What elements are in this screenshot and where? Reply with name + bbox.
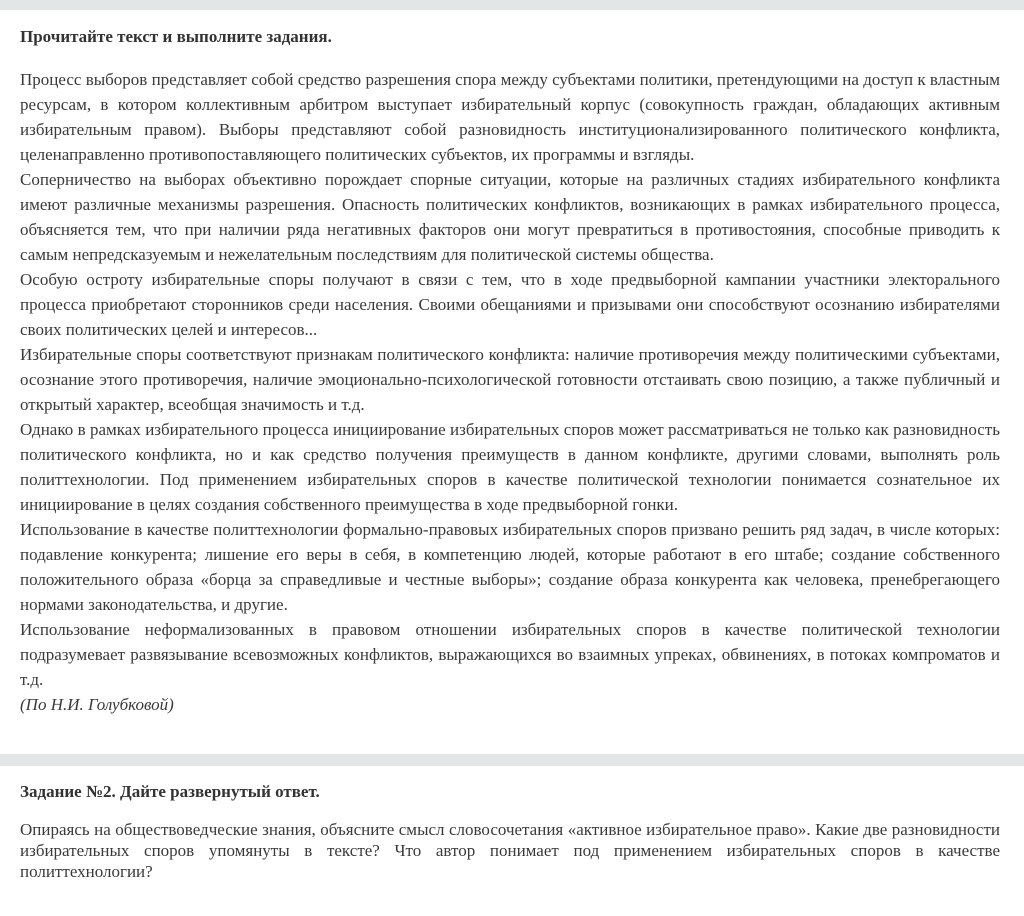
text-paragraph: Процесс выборов представляет собой средство разрешения спора между субъектами политики, претендующими на доступ к властным ресурсам, в котором коллективным арбитром выступает избирательный корпус (совокупность граждан, обладающих активным избирательным правом). Выборы представляют собой разновидность институционализированного политического конфликта, целенаправленно противопоставляющего политических субъектов, их программы и взгляды. (20, 70, 1000, 164)
reading-text-body (20, 67, 1000, 717)
text-paragraph: Однако в рамках избирательного процесса инициирование избирательных споров может рассматриваться не только как разновидность политического конфликта, но и как средство получения преимуществ в данном конфликте, другими словами, выполнять роль политтехнологии. Под применением избирательных споров в качестве политической технологии понимается сознательное их инициирование в целях создания собственного преимущества в ходе предвыборной гонки. (20, 420, 1000, 514)
reading-text-panel (0, 10, 1024, 754)
task-panel (0, 766, 1024, 916)
text-paragraph: Использование неформализованных в правовом отношении избирательных споров в качестве политической технологии подразумевает развязывание всевозможных конфликтов, выражающихся во взаимных упреках, обвинениях, в потоках компроматов и т.д. (20, 620, 1000, 689)
text-paragraph: Соперничество на выборах объективно порождает спорные ситуации, которые на различных стадиях избирательного конфликта имеют различные механизмы разрешения. Опасность политических конфликтов, возникающих в рамках избирательного процесса, объясняется тем, что при наличии ряда негативных факторов они могут превратиться в противостояния, способные приводить к самым непредсказуемым и нежелательным последствиям для политической системы общества. (20, 170, 1000, 264)
task-heading: Задание №2. Дайте развернутый ответ. (20, 782, 320, 801)
reading-instruction-heading: Прочитайте текст и выполните задания. (20, 27, 332, 46)
text-paragraph: Избирательные споры соответствуют признакам политического конфликта: наличие противоречия между политическими субъектами, осознание этого противоречия, наличие эмоционально-психологической готовности отстаивать свою позицию, а также публичный и открытый характер, всеобщая значимость и т.д. (20, 345, 1000, 414)
task-question: Опираясь на обществоведческие знания, объясните смысл словосочетания «активное избирательное право». Какие две разновидности избирательных споров упомянуты в тексте? Что автор понимает под применением избирательных споров в качестве политтехнологии? (20, 820, 1000, 881)
text-paragraph: Использование в качестве политтехнологии формально-правовых избирательных споров призвано решить ряд задач, в числе которых: подавление конкурента; лишение его веры в себя, в компетенцию людей, которые работают в его штабе; создание собственного положительного образа «борца за справедливые и честные выборы»; создание образа конкурента как человека, пренебрегающего нормами законодательства, и другие. (20, 520, 1000, 614)
text-source-attribution: (По Н.И. Голубковой) (20, 695, 174, 714)
text-paragraph: Особую остроту избирательные споры получают в связи с тем, что в ходе предвыборной кампании участники электорального процесса приобретают сторонников среди населения. Своими обещаниями и призывами они способствуют осознанию избирателями своих политических целей и интересов... (20, 270, 1000, 339)
